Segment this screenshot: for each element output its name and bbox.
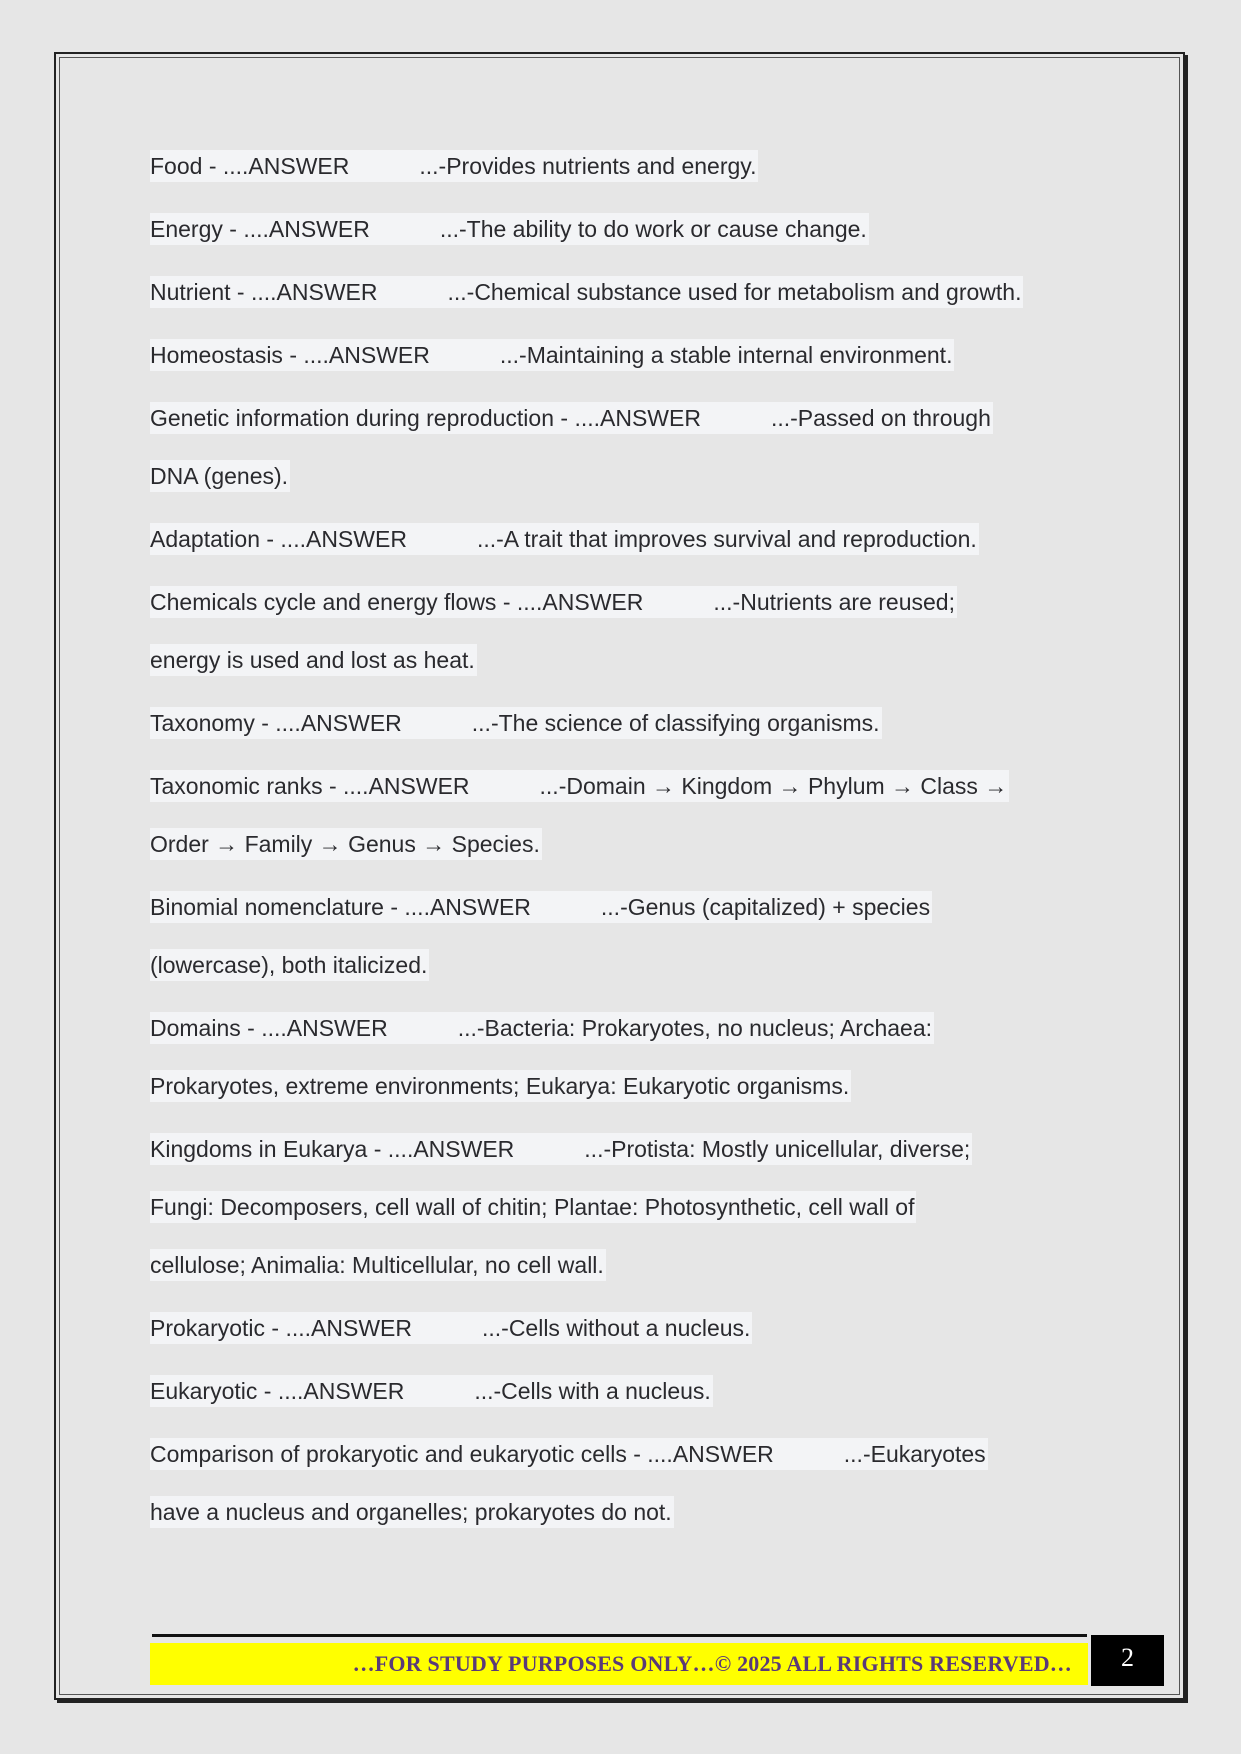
entry-chemicals-cycle bbox=[150, 586, 1100, 644]
entry-line: Taxonomy - ....ANSWER ...-The science of classifying organisms. bbox=[150, 707, 882, 739]
entry-line: cellulose; Animalia: Multicellular, no cell wall. bbox=[150, 1249, 606, 1281]
entry-domains bbox=[150, 1012, 1100, 1070]
entry-homeostasis bbox=[150, 339, 1100, 402]
entry-line: Eukaryotic - ....ANSWER ...-Cells with a nucleus. bbox=[150, 1375, 713, 1407]
entry-kingdoms-in-eukarya bbox=[150, 1133, 1100, 1191]
entry-line: Binomial nomenclature - ....ANSWER ...-Genus (capitalized) + species bbox=[150, 891, 932, 923]
flashcard-list bbox=[150, 150, 1100, 1559]
entry-line: Comparison of prokaryotic and eukaryotic cells - ....ANSWER ...-Eukaryotes bbox=[150, 1438, 988, 1470]
entry-continuation bbox=[150, 1191, 1100, 1249]
entry-line: (lowercase), both italicized. bbox=[150, 949, 429, 981]
entry-line: Homeostasis - ....ANSWER ...-Maintaining a stable internal environment. bbox=[150, 339, 954, 371]
entry-line: Kingdoms in Eukarya - ....ANSWER ...-Protista: Mostly unicellular, diverse; bbox=[150, 1133, 972, 1165]
entry-adaptation bbox=[150, 523, 1100, 586]
footer-rule bbox=[152, 1634, 1087, 1637]
entry-line: have a nucleus and organelles; prokaryotes do not. bbox=[150, 1496, 674, 1528]
entry-nutrient bbox=[150, 276, 1100, 339]
entry-binomial-nomenclature bbox=[150, 891, 1100, 949]
entry-line: Fungi: Decomposers, cell wall of chitin; Plantae: Photosynthetic, cell wall of bbox=[150, 1191, 916, 1223]
entry-line: DNA (genes). bbox=[150, 460, 290, 492]
entry-line: Prokaryotic - ....ANSWER ...-Cells without a nucleus. bbox=[150, 1312, 752, 1344]
entry-line: Energy - ....ANSWER ...-The ability to do work or cause change. bbox=[150, 213, 869, 245]
entry-line: Order → Family → Genus → Species. bbox=[150, 828, 542, 860]
entry-continuation bbox=[150, 1496, 1100, 1559]
entry-taxonomy bbox=[150, 707, 1100, 770]
entry-comparison bbox=[150, 1438, 1100, 1496]
entry-taxonomic-ranks bbox=[150, 770, 1100, 828]
entry-continuation bbox=[150, 644, 1100, 707]
page-number: 2 bbox=[1091, 1635, 1164, 1686]
entry-eukaryotic bbox=[150, 1375, 1100, 1438]
entry-continuation bbox=[150, 460, 1100, 523]
entry-food bbox=[150, 150, 1100, 213]
entry-line: Prokaryotes, extreme environments; Eukarya: Eukaryotic organisms. bbox=[150, 1070, 851, 1102]
entry-prokaryotic bbox=[150, 1312, 1100, 1375]
entry-continuation bbox=[150, 1070, 1100, 1133]
entry-line: Domains - ....ANSWER ...-Bacteria: Prokaryotes, no nucleus; Archaea: bbox=[150, 1012, 934, 1044]
footer-notice: …FOR STUDY PURPOSES ONLY…© 2025 ALL RIGHTS RESERVED… bbox=[352, 1651, 1072, 1676]
footer-band bbox=[150, 1643, 1088, 1685]
entry-genetic-information bbox=[150, 402, 1100, 460]
entry-line: Food - ....ANSWER ...-Provides nutrients and energy. bbox=[150, 150, 758, 182]
entry-continuation bbox=[150, 1249, 1100, 1312]
entry-line: Adaptation - ....ANSWER ...-A trait that improves survival and reproduction. bbox=[150, 523, 979, 555]
entry-line: Genetic information during reproduction - ....ANSWER ...-Passed on through bbox=[150, 402, 993, 434]
entry-continuation bbox=[150, 828, 1100, 891]
entry-line: energy is used and lost as heat. bbox=[150, 644, 477, 676]
entry-continuation bbox=[150, 949, 1100, 1012]
entry-energy bbox=[150, 213, 1100, 276]
entry-line: Nutrient - ....ANSWER ...-Chemical substance used for metabolism and growth. bbox=[150, 276, 1023, 308]
entry-line: Taxonomic ranks - ....ANSWER ...-Domain → Kingdom → Phylum → Class → bbox=[150, 770, 1009, 802]
entry-line: Chemicals cycle and energy flows - ....ANSWER ...-Nutrients are reused; bbox=[150, 586, 957, 618]
